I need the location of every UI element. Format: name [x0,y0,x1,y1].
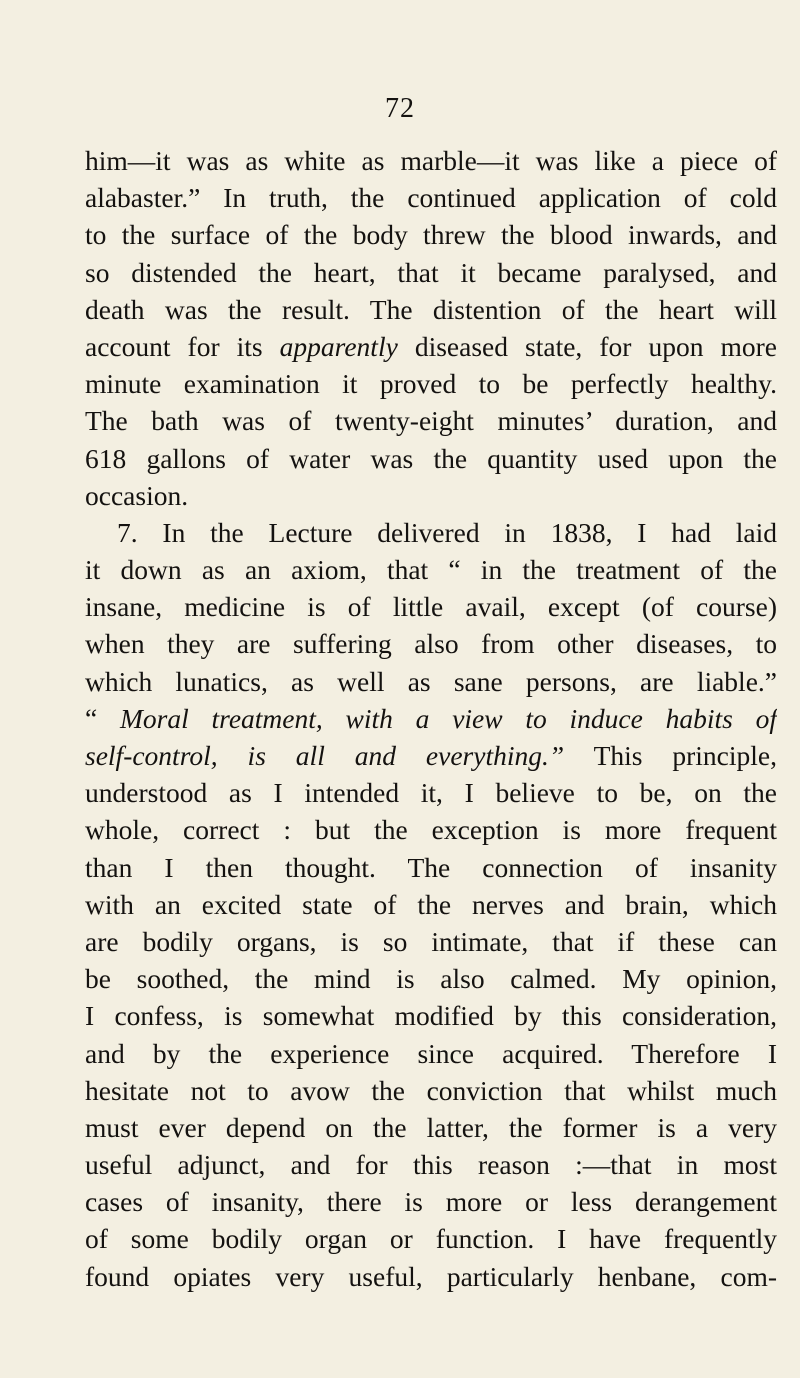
text-line [85,700,777,737]
text-line [85,960,777,997]
body-text [85,142,777,1295]
text-segment: him—it was as white as marble—it was like a piece of [85,145,777,176]
text-segment: I confess, is somewhat modified by this consideration, [85,1000,777,1032]
text-segment: diseased state, for upon more [397,330,777,362]
text-line [85,1109,777,1146]
text-line [85,811,777,848]
text-segment: whole, correct : but the exception is more frequent [85,814,777,846]
text-line [85,440,777,477]
text-segment: with an excited state of the nerves and brain, which [85,888,777,920]
page-number: 72 [385,93,415,124]
text-line [85,142,777,179]
text-line [85,886,777,923]
text-segment: account for its [85,330,280,362]
text-line [85,291,777,328]
italic-text-segment: Moral treatment, with a view to induce habits of [119,702,777,734]
text-line [85,402,777,439]
text-line [85,477,777,514]
text-line [85,588,777,625]
text-line [85,625,777,662]
text-segment: than I then thought. The connection of insanity [85,851,777,883]
text-segment: alabaster.” In truth, the continued application of cold [85,182,777,214]
text-line [85,997,777,1034]
text-line [85,663,777,700]
text-segment: The bath was of twenty-eight minutes’ duration, and [85,405,777,437]
text-line [85,1258,777,1295]
text-line [85,328,777,365]
text-line [85,551,777,588]
text-segment: useful adjunct, and for this reason :—that in most [85,1149,777,1181]
text-segment: understood as I intended it, I believe to be, on the [85,777,777,809]
text-segment: it down as an axiom, that “ in the treatment of the [85,554,777,586]
text-line [85,923,777,960]
text-line [85,1183,777,1220]
text-line [85,254,777,291]
text-line [85,774,777,811]
text-segment: which lunatics, as well as sane persons, are liable.” [85,665,777,697]
text-segment: be soothed, the mind is also calmed. My opinion, [85,963,777,995]
text-line [85,365,777,402]
text-segment: are bodily organs, is so intimate, that if these can [85,925,777,957]
text-segment: minute examination it proved to be perfectly healthy. [85,368,777,400]
text-segment: death was the result. The distention of the heart will [85,293,777,325]
text-segment: This principle, [564,740,777,771]
text-segment: of some bodily organ or function. I have frequently [85,1223,777,1255]
text-line [85,1220,777,1257]
text-line [85,1146,777,1183]
text-segment: cases of insanity, there is more or less derangement [85,1186,777,1218]
text-segment: must ever depend on the latter, the former is a very [85,1111,777,1143]
text-line [85,737,777,774]
text-line [85,179,777,216]
text-segment: 618 gallons of water was the quantity used upon the [85,442,777,474]
italic-text-segment: apparently [279,330,398,362]
text-line [85,849,777,886]
text-segment: insane, medicine is of little avail, except (of course) [85,591,777,623]
text-segment: found opiates very useful, particularly henbane, com- [85,1260,777,1292]
text-segment: and by the experience since acquired. Therefore I [85,1037,777,1069]
text-segment: hesitate not to avow the conviction that whilst much [85,1074,777,1106]
text-segment: “ [85,702,120,734]
text-segment: 7. In the Lecture delivered in 1838, I had laid [117,516,777,548]
text-line [85,514,777,551]
text-segment: when they are suffering also from other diseases, to [85,628,777,660]
text-line [85,1072,777,1109]
text-line [85,1035,777,1072]
text-line [85,216,777,253]
text-segment: to the surface of the body threw the blood inwards, and [85,219,777,251]
text-segment: occasion. [85,479,189,511]
italic-text-segment: self-control, is all and everything.” [85,740,565,771]
text-segment: so distended the heart, that it became paralysed, and [85,256,777,288]
